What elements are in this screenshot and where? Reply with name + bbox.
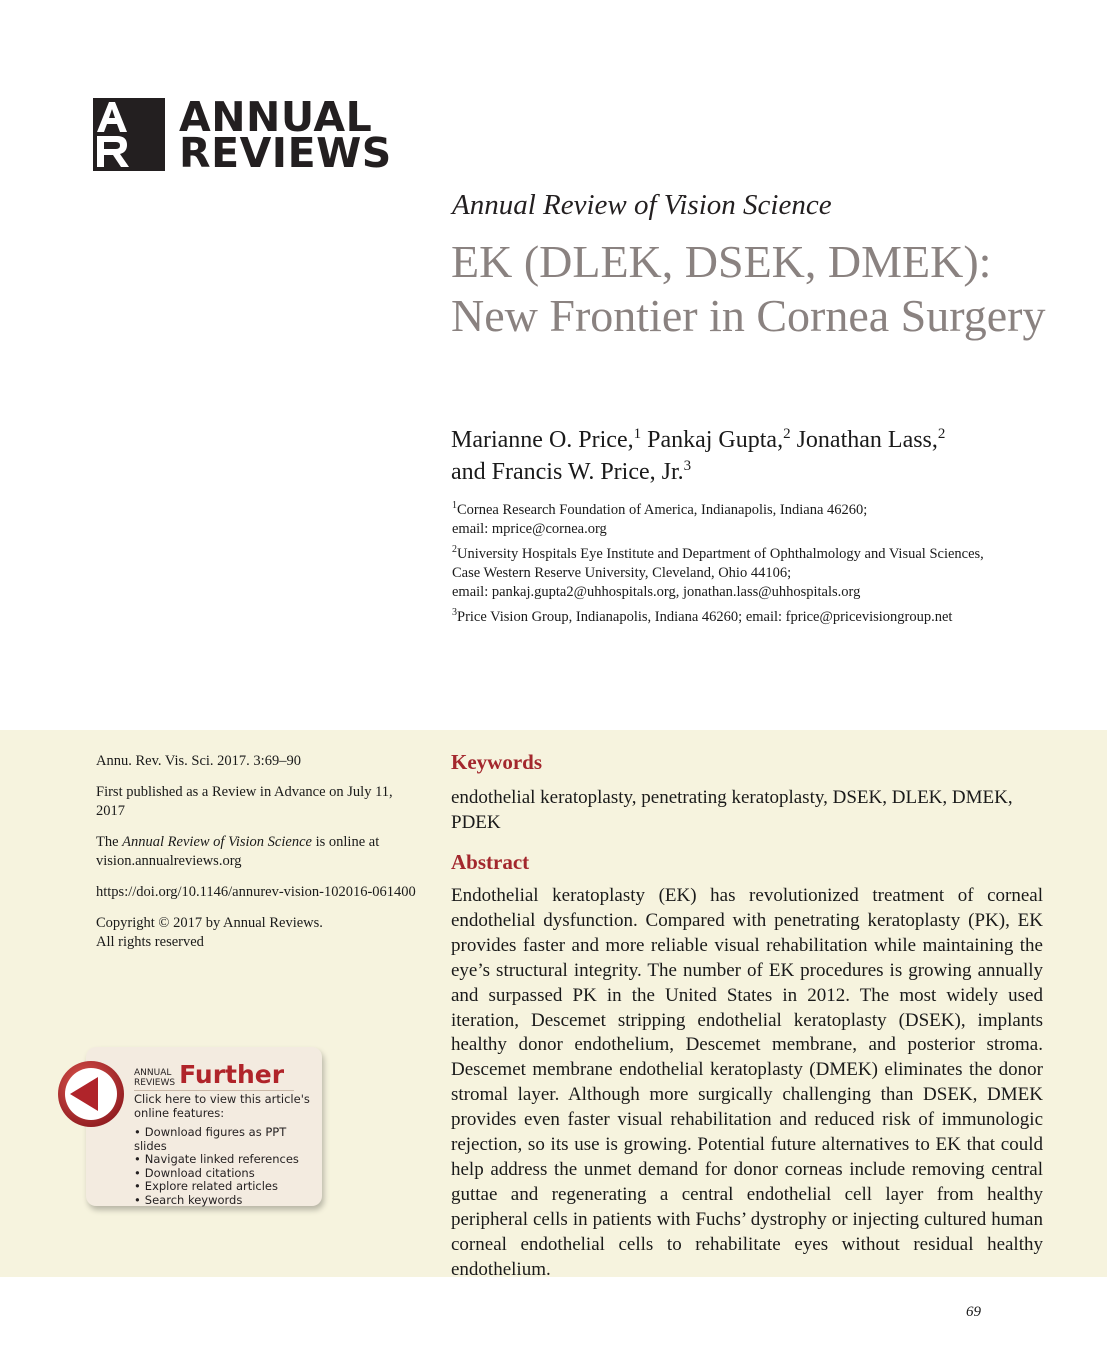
further-feature-item: • Download figures as PPT slides (134, 1126, 314, 1153)
logo-line-2: REVIEWS (179, 128, 392, 177)
online-prefix: The (96, 834, 119, 850)
copyright-line-2: All rights reserved (96, 934, 204, 950)
first-published: First published as a Review in Advance on July 11, 2017 (96, 784, 393, 819)
annual-reviews-logo (93, 92, 392, 177)
copyright (96, 914, 416, 952)
further-description (134, 1093, 314, 1207)
further-brand-line-2: REVIEWS (134, 1078, 176, 1088)
author-affiliation-sup: 2 (937, 426, 946, 442)
affiliation-email[interactable]: email: mprice@cornea.org (452, 521, 607, 537)
journal-name: Annual Review of Vision Science (452, 189, 832, 221)
logo-line-1: ANNUAL (179, 92, 373, 141)
author-name: Pankaj Gupta, (647, 427, 784, 453)
affiliation-line: Case Western Reserve University, Cleveland, Ohio 44106; (452, 565, 792, 581)
author-name: Marianne O. Price, (451, 427, 634, 453)
affiliation-line: University Hospitals Eye Institute and Department of Ophthalmology and Visual Sciences, (457, 546, 984, 562)
online-at (96, 833, 416, 871)
further-word: Further (179, 1060, 285, 1089)
further-feature-list (134, 1126, 314, 1207)
affiliation-3 (452, 608, 1072, 627)
logo-wordmark (179, 92, 392, 177)
further-feature-item: • Navigate linked references (134, 1153, 314, 1167)
affiliation-line: Price Vision Group, Indianapolis, Indiana 46260; email: fprice@pricevisiongroup.net (457, 609, 953, 625)
abstract-heading: Abstract (451, 850, 530, 874)
further-feature-item: • Search keywords (134, 1194, 314, 1208)
author-affiliation-sup: 3 (683, 458, 692, 474)
copyright-line-1: Copyright © 2017 by Annual Reviews. (96, 915, 323, 931)
affiliation-sup: 1 (452, 500, 457, 512)
keywords-text: endothelial keratoplasty, penetrating keratoplasty, DSEK, DLEK, DMEK, PDEK (451, 787, 1013, 833)
affiliation-1 (452, 501, 1072, 539)
author-affiliation-sup: 1 (633, 426, 642, 442)
affiliation-sup: 2 (452, 544, 457, 556)
author-affiliation-sup: 2 (783, 426, 791, 442)
article-title: EK (DLEK, DSEK, DMEK): New Frontier in Cornea Surgery (451, 236, 1046, 341)
click-here-link[interactable]: Click here (134, 1092, 191, 1106)
further-brand-line-1: ANNUAL (134, 1068, 172, 1078)
doi-link[interactable]: https://doi.org/10.1146/annurev-vision-102016-061400 (96, 884, 416, 900)
citation: Annu. Rev. Vis. Sci. 2017. 3:69–90 (96, 753, 301, 769)
affiliation-line: Cornea Research Foundation of America, Indianapolis, Indiana 46260; (457, 502, 868, 518)
affiliation-list (452, 501, 1072, 633)
further-intro: to view this article's online features: (134, 1092, 310, 1120)
online-journal: Annual Review of Vision Science (122, 834, 312, 850)
further-brand (134, 1068, 175, 1088)
abstract-text: Endothelial keratoplasty (EK) has revolutionized treatment of corneal endothelial dysfunction. Compared with penetrating keratoplasty (PK), EK provides faster and more reliable visual rehabilitation while maintaining the eye’s structural integrity. The number of EK procedures is growing annually and surpassed PK in the United States in 2012. The most widely used iteration, Descemet stripping endothelial keratoplasty (DSEK), implants healthy donor endothelium, Descemet membrane, and posterior stroma. Descemet membrane endothelial keratoplasty (DMEK) eliminates the donor stromal layer. Although more surgically challenging than DSEK, DMEK provides even faster visual rehabilitation and reduced risk of immunologic rejection, so its use is growing. Potential future alternatives to EK that could help address the unmet demand for donor corneas include removing central guttae and regenerating a central endothelial cell layer from healthy peripheral cells in patients with Fuchs’ dystrophy or injecting cultured human corneal endothelial cells to rehabilitate eyes without residual healthy endothelium. (451, 885, 1043, 1280)
further-heading (134, 1062, 284, 1088)
author-name: and Francis W. Price, Jr. (451, 459, 684, 485)
article-metadata (96, 752, 416, 964)
further-feature-item: • Download citations (134, 1167, 314, 1181)
annual-reviews-logo-icon (93, 98, 165, 171)
online-suffix[interactable]: is online at vision.annualreviews.org (96, 834, 380, 869)
further-feature-item: • Explore related articles (134, 1180, 314, 1194)
page-number: 69 (966, 1304, 981, 1320)
play-arrow-icon[interactable] (56, 1059, 126, 1129)
author-list (451, 424, 1091, 488)
affiliation-2 (452, 545, 1072, 602)
affiliation-sup: 3 (452, 607, 457, 619)
affiliation-email[interactable]: email: pankaj.gupta2@uhhospitals.org, jonathan.lass@uhhospitals.org (452, 584, 861, 600)
author-name: Jonathan Lass, (796, 427, 938, 453)
keywords-heading: Keywords (451, 750, 542, 774)
further-divider (134, 1090, 294, 1091)
